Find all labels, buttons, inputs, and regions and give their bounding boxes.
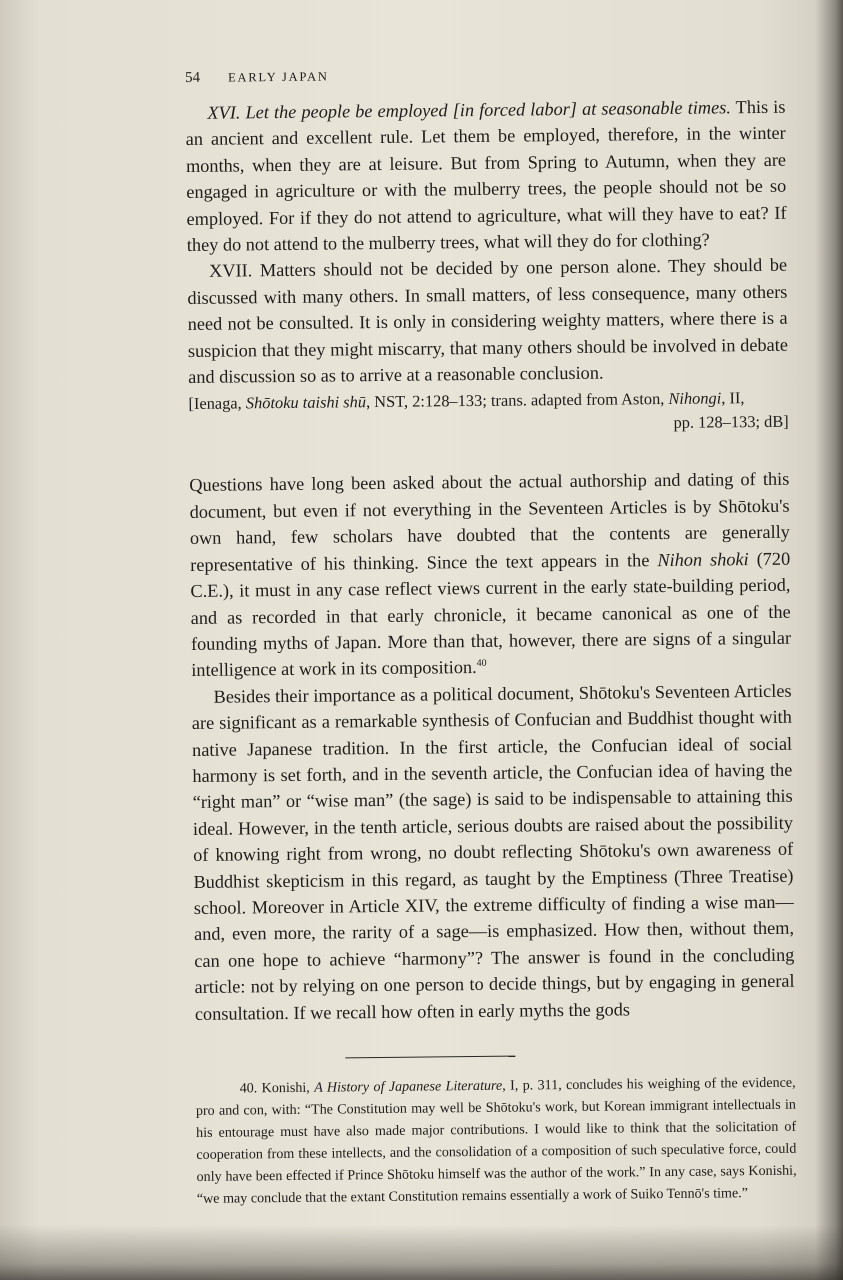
article-16 — [185, 94, 787, 259]
citation-volume: , II, — [721, 388, 745, 408]
citation-line-2: pp. 128–133; dB] — [673, 412, 789, 433]
source-citation — [188, 386, 788, 440]
citation-work-nihongi: Nihongi — [668, 388, 722, 409]
commentary-paragraph-2: Besides their importance as a political document, Shōtoku's Seventeen Articles are significant as a remarkable synthesis of Confucian and Buddhist thought with native Japanese tradition. In the first article, the Confucian ideal of social harmony is set forth, and in the seventh article, the Confucian idea of having the “right man” or “wise man” (the sage) is said to be indispensable to attaining this ideal. However, in the tenth article, serious doubts are raised about the possibility of knowing right from wrong, no doubt reflecting Shōtoku's own awareness of Buddhist skepticism in this regard, as taught by the Emptiness (Three Treatise) school. Moreover in Article XIV, the extreme difficulty of finding a wise man—and, even more, the rarity of a sage—is emphasized. How then, without them, can one hope to achieve “harmony”? The answer is found in the concluding article: not by relying on one person to decide things, but by engaging in general consultation. If we recall how often in early myths the gods — [191, 680, 795, 1024]
scan-shadow — [0, 1225, 843, 1280]
footnote-40 — [196, 1072, 797, 1210]
citation-work-shotoku-taishi-shu: Shōtoku taishi shū — [245, 392, 367, 413]
article-16-text: This is an ancient and excellent rule. Let them be employed, therefore, in the winter months, when they are at leisure. But from Spring to Autumn, when they are engaged in agriculture or with the mulberry trees, the people should not be so employed. For if they do not attend to agriculture, what will they have to eat? If they do not attend to the mulberry trees, what will they do for clothing? — [185, 96, 787, 256]
book-page — [185, 64, 797, 1210]
book-title: EARLY JAPAN — [228, 69, 329, 85]
footnote-rule — [345, 1056, 515, 1059]
footnote-reference-40: 40 — [476, 658, 487, 670]
page-number: 54 — [185, 69, 201, 86]
commentary-paragraph-1 — [189, 466, 791, 684]
footnote-40-text: , I, p. 311, concludes his weighing of the evidence, pro and con, with: “The Constitution may well be Shōtoku's work, but Korean immigrant intellectuals in his entourage must have also made major contributions. I would like to think that the solicitation of cooperation from these intellects, and the consolidation of a composition of such speculative force, could only have been effected if Prince Shōtoku himself was the author of the work.” In any case, says Konishi, “we may conclude that the extant Constitution remains essentially a work of Suiko Tennō's time.” — [195, 1074, 797, 1207]
article-16-title: XVI. Let the people be employed [in forced labor] at seasonable times. — [207, 97, 731, 123]
para-1-nihon-shoki: Nihon shoki — [657, 548, 749, 570]
citation-mid: , NST, 2:128–133; trans. adapted from Aston, — [365, 389, 669, 412]
citation-open: [Ienaga, — [188, 393, 246, 414]
article-17: XVII. Matters should not be decided by one person alone. They should be discussed with many others. In small matters, of less consequence, many others need not be consulted. It is only in considering weighty matters, where there is a suspicion that they might miscarry, that many others should be involved in debate and discussion so as to arrive at a reasonable conclusion. — [187, 255, 789, 388]
footnote-40-number: 40. Konishi, — [239, 1079, 315, 1097]
para-1-text-a: Questions have long been asked about the actual authorship and dating of this document, but even if not everything in the Seventeen Articles is by Shōtoku's own hand, few scholars have doubted that the contents are generally representative of his thinking. Since the text appears in the — [189, 469, 790, 575]
para-1-text-b: (720 C.E.), it must in any case reflect views current in the early state-building period, and as recorded in that early chronicle, it became canonical as one of the founding myths of Japan. More than that, however, there are signs of a singular intelligence at work in its composition. — [190, 548, 792, 681]
footnote-40-work-title: A History of Japanese Literature — [314, 1077, 503, 1096]
